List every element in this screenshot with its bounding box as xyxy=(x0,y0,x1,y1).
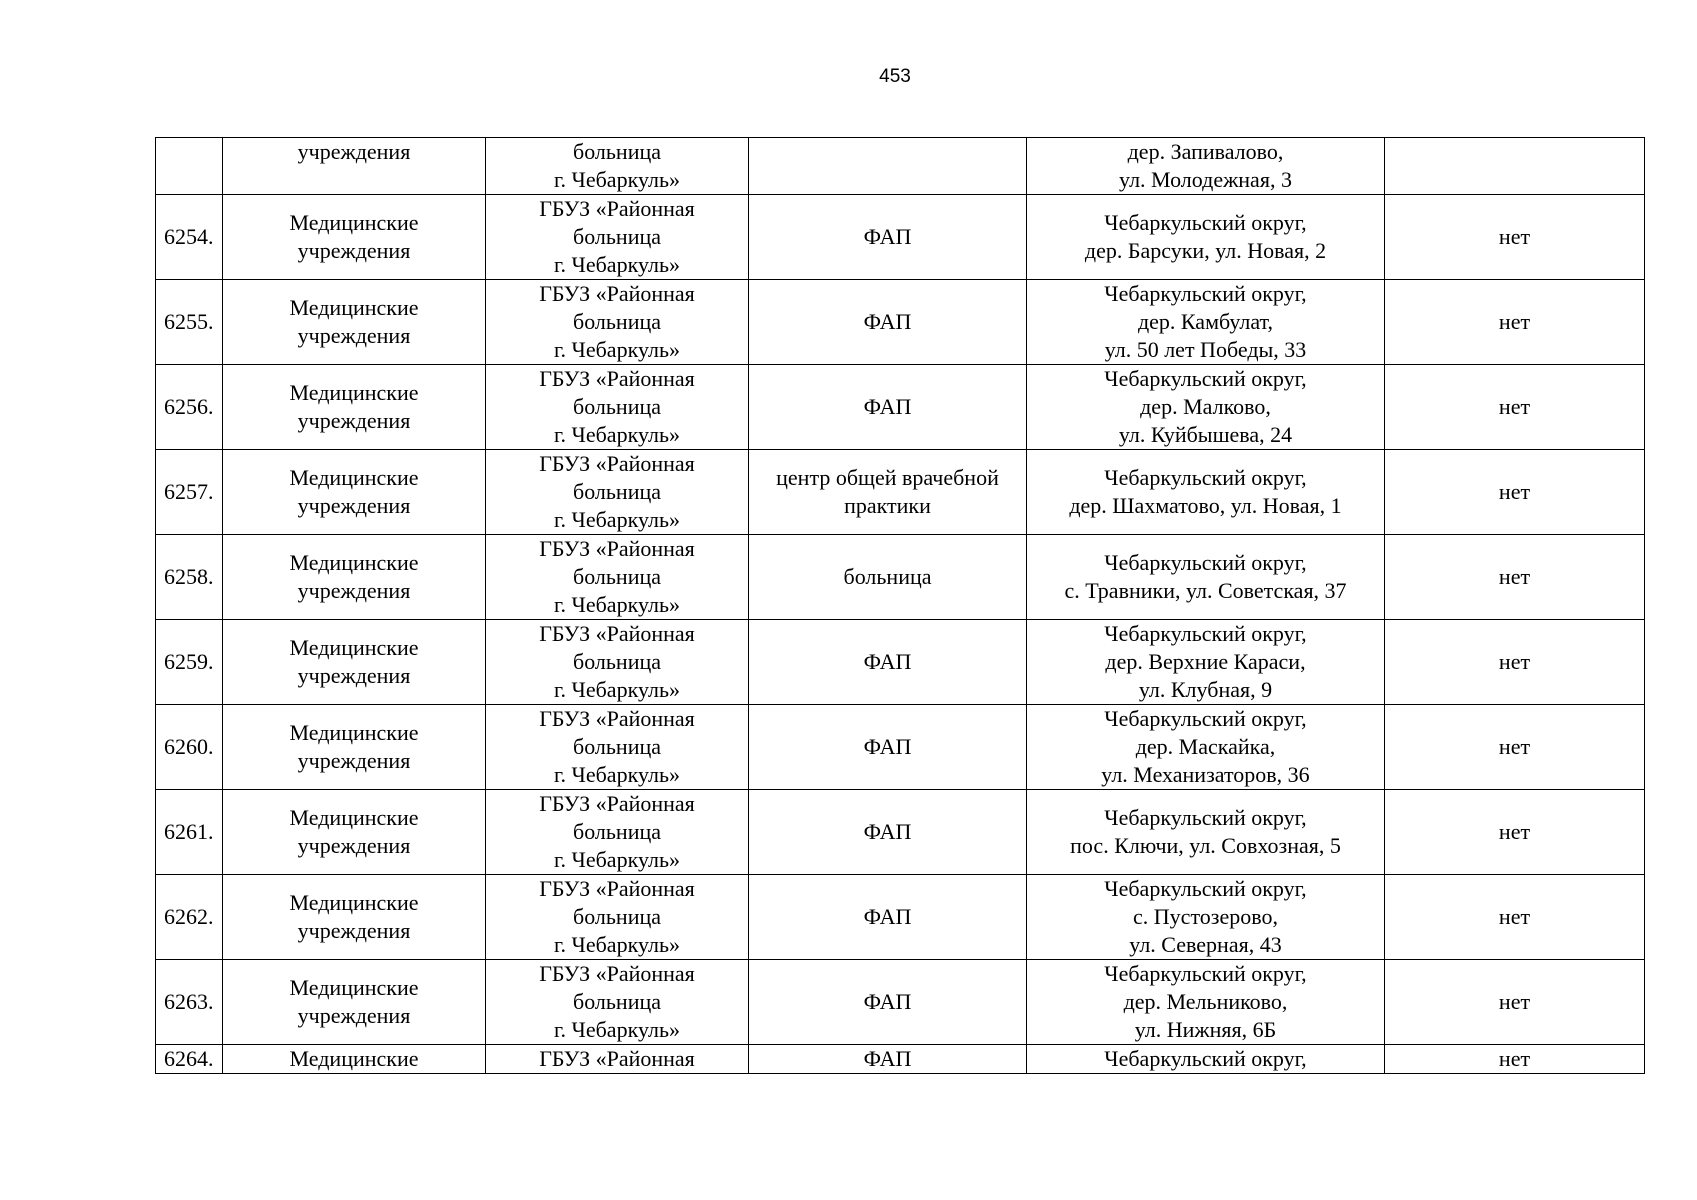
organization-cell xyxy=(486,450,749,535)
organization-cell xyxy=(486,138,749,195)
organization-cell-line: больница xyxy=(573,734,661,759)
row-number: 6255. xyxy=(156,280,223,365)
facility-type-cell xyxy=(749,620,1027,705)
category-cell-line: Медицинские xyxy=(289,550,419,575)
address-cell xyxy=(1027,1045,1385,1074)
registry-table-body xyxy=(156,138,1645,1074)
facility-type-cell xyxy=(749,365,1027,450)
address-cell-line: дер. Шахматово, ул. Новая, 1 xyxy=(1069,493,1342,518)
registry-table xyxy=(155,137,1645,1074)
category-cell-line: Медицинские xyxy=(289,890,419,915)
address-cell-line: Чебаркульский округ, xyxy=(1104,876,1307,901)
organization-cell xyxy=(486,620,749,705)
category-cell xyxy=(223,875,486,960)
facility-type-cell-line: ФАП xyxy=(863,394,912,419)
row-number: 6260. xyxy=(156,705,223,790)
organization-cell-line: ГБУЗ «Районная xyxy=(539,621,695,646)
table-row xyxy=(156,705,1645,790)
organization-cell-line: больница xyxy=(573,139,661,164)
facility-type-cell-line: центр общей врачебной xyxy=(776,465,999,490)
organization-cell xyxy=(486,875,749,960)
organization-cell-line: ГБУЗ «Районная xyxy=(539,1046,695,1071)
page-number: 453 xyxy=(879,66,911,87)
address-cell-line: ул. Северная, 43 xyxy=(1129,932,1282,957)
organization-cell-line: г. Чебаркуль» xyxy=(554,847,680,872)
facility-type-cell-line: ФАП xyxy=(863,819,912,844)
note-cell: нет xyxy=(1385,705,1645,790)
category-cell-line: Медицинские xyxy=(289,805,419,830)
row-number: 6262. xyxy=(156,875,223,960)
category-cell xyxy=(223,365,486,450)
category-cell-line: учреждения xyxy=(297,238,411,263)
address-cell-line: дер. Мельниково, xyxy=(1123,989,1288,1014)
address-cell xyxy=(1027,960,1385,1045)
category-cell-line: учреждения xyxy=(297,663,411,688)
row-number: 6254. xyxy=(156,195,223,280)
category-cell xyxy=(223,138,486,195)
organization-cell-line: ГБУЗ «Районная xyxy=(539,791,695,816)
organization-cell-line: больница xyxy=(573,819,661,844)
address-cell-line: Чебаркульский округ, xyxy=(1104,706,1307,731)
table-row xyxy=(156,535,1645,620)
address-cell-line: пос. Ключи, ул. Совхозная, 5 xyxy=(1070,833,1341,858)
facility-type-cell xyxy=(749,705,1027,790)
address-cell-line: Чебаркульский округ, xyxy=(1104,1046,1307,1071)
table-row xyxy=(156,960,1645,1045)
organization-cell-line: больница xyxy=(573,394,661,419)
address-cell xyxy=(1027,138,1385,195)
category-cell-line: учреждения xyxy=(297,578,411,603)
row-number: 6264. xyxy=(156,1045,223,1074)
facility-type-cell-line: ФАП xyxy=(863,734,912,759)
organization-cell-line: ГБУЗ «Районная xyxy=(539,961,695,986)
organization-cell-line: ГБУЗ «Районная xyxy=(539,366,695,391)
address-cell-line: с. Травники, ул. Советская, 37 xyxy=(1064,578,1347,603)
address-cell-line: ул. Куйбышева, 24 xyxy=(1118,422,1293,447)
category-cell-line: учреждения xyxy=(297,139,411,164)
address-cell-line: с. Пустозерово, xyxy=(1133,904,1278,929)
organization-cell-line: больница xyxy=(573,479,661,504)
category-cell xyxy=(223,705,486,790)
address-cell-line: дер. Маскайка, xyxy=(1135,734,1276,759)
organization-cell-line: больница xyxy=(573,224,661,249)
category-cell-line: Медицинские xyxy=(289,720,419,745)
facility-type-cell xyxy=(749,280,1027,365)
note-cell: нет xyxy=(1385,790,1645,875)
facility-type-cell-line: больница xyxy=(843,564,932,589)
table-row xyxy=(156,875,1645,960)
facility-type-cell xyxy=(749,790,1027,875)
address-cell-line: дер. Камбулат, xyxy=(1137,309,1274,334)
table-row xyxy=(156,195,1645,280)
address-cell-line: Чебаркульский округ, xyxy=(1104,961,1307,986)
category-cell xyxy=(223,535,486,620)
category-cell-line: Медицинские xyxy=(289,295,419,320)
category-cell-line: учреждения xyxy=(297,918,411,943)
row-number: 6257. xyxy=(156,450,223,535)
table-row-continued xyxy=(156,138,1645,195)
address-cell-line: Чебаркульский округ, xyxy=(1104,210,1307,235)
organization-cell xyxy=(486,790,749,875)
table-row xyxy=(156,620,1645,705)
organization-cell-line: ГБУЗ «Районная xyxy=(539,706,695,731)
note-cell: нет xyxy=(1385,450,1645,535)
note-cell xyxy=(1385,138,1645,195)
organization-cell-line: г. Чебаркуль» xyxy=(554,167,680,192)
organization-cell xyxy=(486,705,749,790)
organization-cell xyxy=(486,535,749,620)
address-cell xyxy=(1027,195,1385,280)
organization-cell-line: г. Чебаркуль» xyxy=(554,422,680,447)
category-cell-line: учреждения xyxy=(297,408,411,433)
category-cell-line: учреждения xyxy=(297,1003,411,1028)
category-cell-line: Медицинские xyxy=(289,975,419,1000)
facility-type-cell xyxy=(749,960,1027,1045)
address-cell xyxy=(1027,450,1385,535)
row-number xyxy=(156,138,223,195)
facility-type-cell xyxy=(749,875,1027,960)
address-cell xyxy=(1027,705,1385,790)
organization-cell-line: ГБУЗ «Районная xyxy=(539,196,695,221)
facility-type-cell xyxy=(749,450,1027,535)
organization-cell xyxy=(486,960,749,1045)
organization-cell-line: г. Чебаркуль» xyxy=(554,677,680,702)
facility-type-cell xyxy=(749,138,1027,195)
organization-cell xyxy=(486,365,749,450)
category-cell-line: Медицинские xyxy=(289,1046,419,1071)
address-cell-line: ул. Клубная, 9 xyxy=(1138,677,1273,702)
row-number: 6259. xyxy=(156,620,223,705)
note-cell: нет xyxy=(1385,1045,1645,1074)
organization-cell-line: больница xyxy=(573,989,661,1014)
address-cell-line: ул. Нижняя, 6Б xyxy=(1134,1017,1277,1042)
organization-cell-line: г. Чебаркуль» xyxy=(554,507,680,532)
category-cell-line: учреждения xyxy=(297,748,411,773)
table-row xyxy=(156,365,1645,450)
facility-type-cell xyxy=(749,535,1027,620)
note-cell: нет xyxy=(1385,280,1645,365)
organization-cell xyxy=(486,1045,749,1074)
address-cell xyxy=(1027,620,1385,705)
address-cell-line: Чебаркульский округ, xyxy=(1104,281,1307,306)
note-cell: нет xyxy=(1385,195,1645,280)
organization-cell-line: больница xyxy=(573,309,661,334)
organization-cell-line: г. Чебаркуль» xyxy=(554,592,680,617)
address-cell xyxy=(1027,875,1385,960)
facility-type-cell-line: ФАП xyxy=(863,989,912,1014)
organization-cell-line: ГБУЗ «Районная xyxy=(539,536,695,561)
row-number: 6261. xyxy=(156,790,223,875)
row-number: 6256. xyxy=(156,365,223,450)
organization-cell xyxy=(486,195,749,280)
note-cell: нет xyxy=(1385,620,1645,705)
category-cell xyxy=(223,790,486,875)
note-cell: нет xyxy=(1385,875,1645,960)
organization-cell-line: г. Чебаркуль» xyxy=(554,252,680,277)
organization-cell-line: г. Чебаркуль» xyxy=(554,932,680,957)
category-cell-line: учреждения xyxy=(297,493,411,518)
address-cell-line: ул. Молодежная, 3 xyxy=(1119,167,1292,192)
table-row xyxy=(156,790,1645,875)
organization-cell-line: ГБУЗ «Районная xyxy=(539,451,695,476)
row-number: 6258. xyxy=(156,535,223,620)
table-row xyxy=(156,450,1645,535)
organization-cell xyxy=(486,280,749,365)
address-cell-line: дер. Малково, xyxy=(1140,394,1271,419)
facility-type-cell-line: практики xyxy=(844,493,931,518)
row-number: 6263. xyxy=(156,960,223,1045)
organization-cell-line: ГБУЗ «Районная xyxy=(539,281,695,306)
table-row-partial xyxy=(156,1045,1645,1074)
facility-type-cell-line: ФАП xyxy=(863,649,912,674)
address-cell-line: Чебаркульский округ, xyxy=(1104,550,1307,575)
organization-cell-line: г. Чебаркуль» xyxy=(554,762,680,787)
category-cell-line: Медицинские xyxy=(289,635,419,660)
category-cell-line: Медицинские xyxy=(289,380,419,405)
category-cell xyxy=(223,960,486,1045)
facility-type-cell-line: ФАП xyxy=(863,904,912,929)
category-cell xyxy=(223,620,486,705)
note-cell: нет xyxy=(1385,535,1645,620)
address-cell xyxy=(1027,280,1385,365)
category-cell-line: учреждения xyxy=(297,833,411,858)
organization-cell-line: больница xyxy=(573,649,661,674)
address-cell-line: Чебаркульский округ, xyxy=(1104,805,1307,830)
category-cell xyxy=(223,280,486,365)
address-cell-line: дер. Запивалово, xyxy=(1127,139,1284,164)
address-cell-line: Чебаркульский округ, xyxy=(1104,366,1307,391)
note-cell: нет xyxy=(1385,365,1645,450)
organization-cell-line: г. Чебаркуль» xyxy=(554,337,680,362)
address-cell-line: Чебаркульский округ, xyxy=(1104,465,1307,490)
organization-cell-line: ГБУЗ «Районная xyxy=(539,876,695,901)
address-cell-line: дер. Барсуки, ул. Новая, 2 xyxy=(1084,238,1327,263)
category-cell xyxy=(223,1045,486,1074)
address-cell-line: ул. Механизаторов, 36 xyxy=(1101,762,1310,787)
address-cell xyxy=(1027,790,1385,875)
note-cell: нет xyxy=(1385,960,1645,1045)
facility-type-cell-line: ФАП xyxy=(863,1046,912,1071)
address-cell xyxy=(1027,365,1385,450)
category-cell-line: Медицинские xyxy=(289,465,419,490)
table-row xyxy=(156,280,1645,365)
category-cell xyxy=(223,450,486,535)
category-cell-line: Медицинские xyxy=(289,210,419,235)
facility-type-cell-line: ФАП xyxy=(863,309,912,334)
facility-type-cell xyxy=(749,195,1027,280)
facility-type-cell-line: ФАП xyxy=(863,224,912,249)
address-cell xyxy=(1027,535,1385,620)
facility-type-cell xyxy=(749,1045,1027,1074)
organization-cell-line: больница xyxy=(573,904,661,929)
category-cell xyxy=(223,195,486,280)
address-cell-line: ул. 50 лет Победы, 33 xyxy=(1104,337,1307,362)
address-cell-line: дер. Верхние Караси, xyxy=(1105,649,1306,674)
category-cell-line: учреждения xyxy=(297,323,411,348)
organization-cell-line: г. Чебаркуль» xyxy=(554,1017,680,1042)
organization-cell-line: больница xyxy=(573,564,661,589)
address-cell-line: Чебаркульский округ, xyxy=(1104,621,1307,646)
